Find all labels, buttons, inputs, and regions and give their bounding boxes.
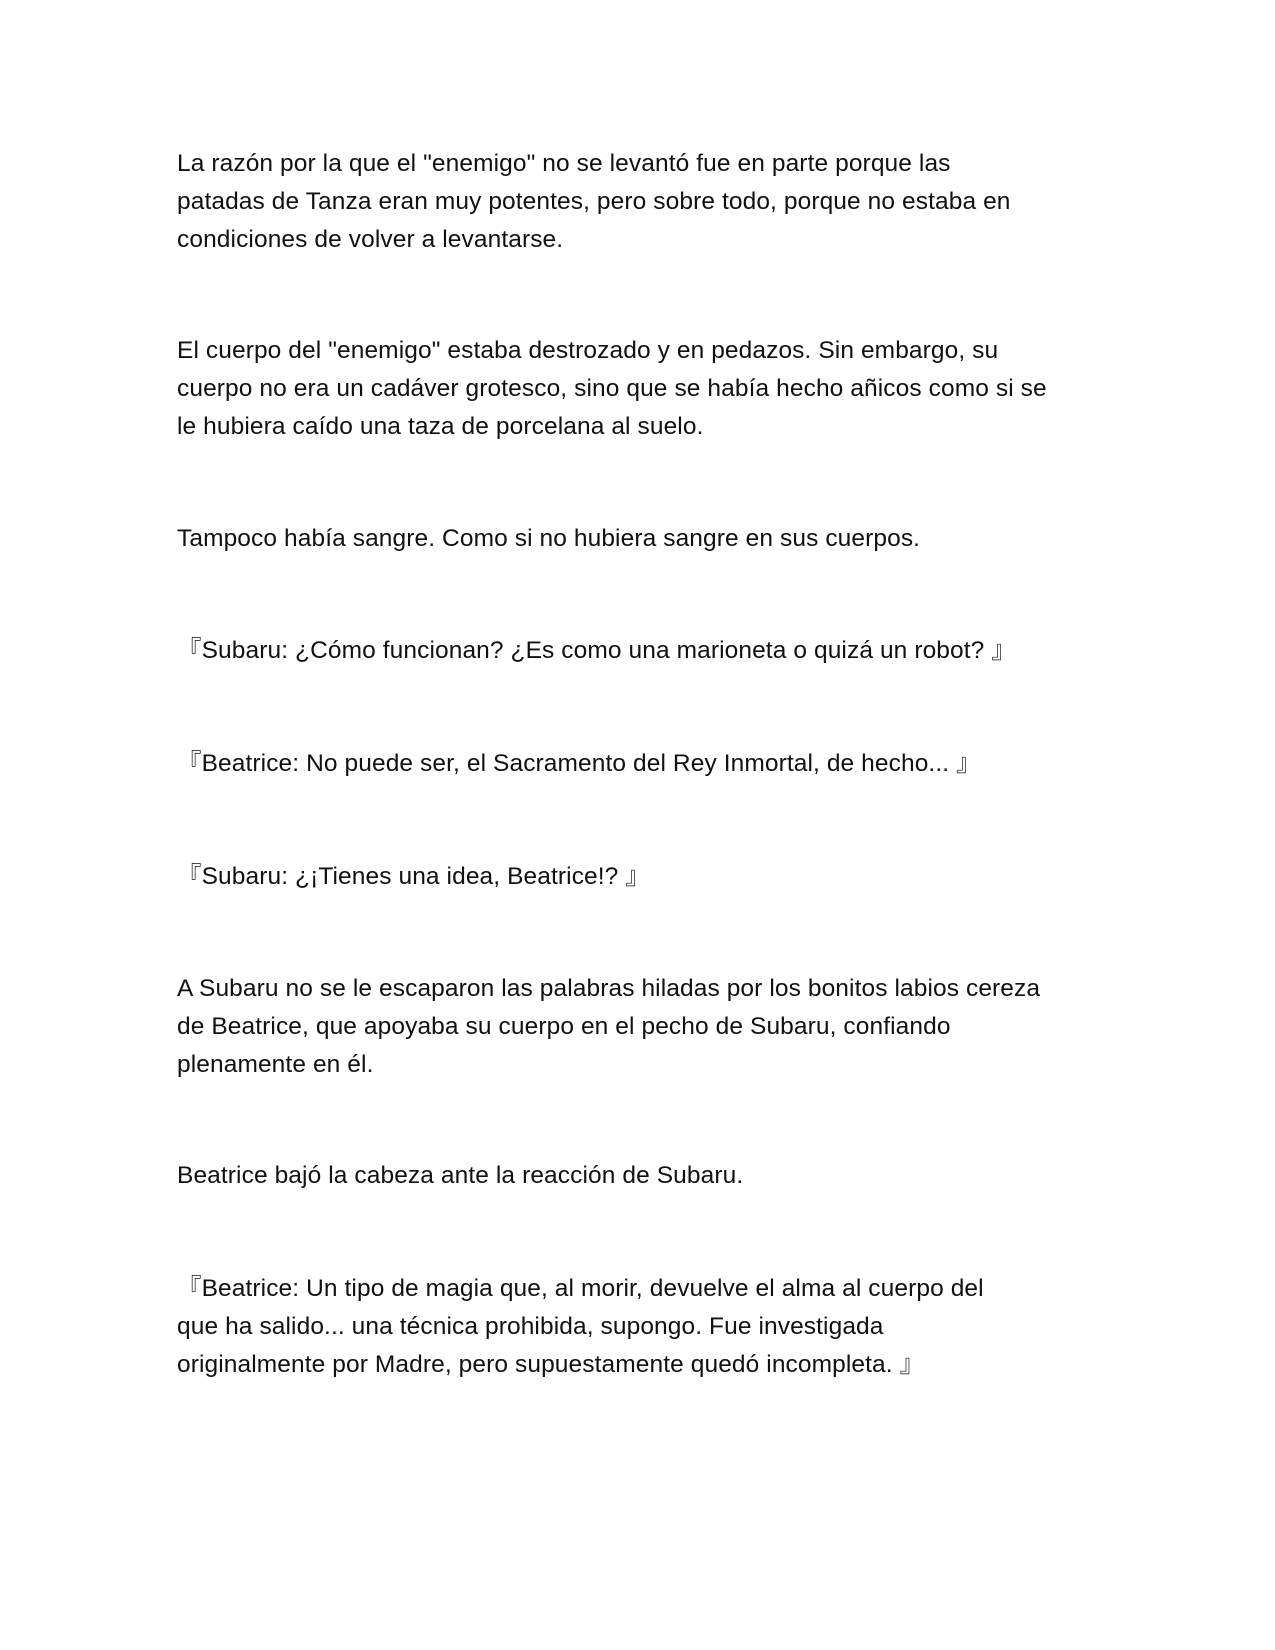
text-line: plenamente en él. — [177, 1051, 374, 1078]
paragraph-enemy-body-shattered — [177, 332, 1107, 446]
text-line: 『Subaru: ¿Cómo funcionan? ¿Es como una marioneta o quizá un robot? 』 — [177, 637, 1016, 664]
text-line: le hubiera caído una taza de porcelana al suelo. — [177, 413, 704, 440]
text-line: Beatrice bajó la cabeza ante la reacción de Subaru. — [177, 1162, 744, 1189]
text-line: de Beatrice, que apoyaba su cuerpo en el pecho de Subaru, confiando — [177, 1013, 951, 1040]
text-line: El cuerpo del "enemigo" estaba destrozado y en pedazos. Sin embargo, su — [177, 337, 999, 364]
text-line: 『Beatrice: No puede ser, el Sacramento del Rey Inmortal, de hecho... 』 — [177, 750, 981, 777]
dialogue-beatrice-sacrament — [177, 745, 1107, 783]
text-line: Tampoco había sangre. Como si no hubiera sangre en sus cuerpos. — [177, 525, 921, 552]
text-line: patadas de Tanza eran muy potentes, pero sobre todo, porque no estaba en — [177, 188, 1011, 215]
text-line: A Subaru no se le escaparon las palabras hiladas por los bonitos labios cereza — [177, 975, 1041, 1002]
text-line: que ha salido... una técnica prohibida, supongo. Fue investigada — [177, 1313, 884, 1340]
paragraph-enemy-did-not-rise — [177, 145, 1107, 259]
text-line: 『Beatrice: Un tipo de magia que, al morir, devuelve el alma al cuerpo del — [177, 1275, 984, 1302]
paragraph-no-blood — [177, 520, 1107, 558]
paragraph-beatrice-words — [177, 970, 1107, 1084]
text-line: 『Subaru: ¿¡Tienes una idea, Beatrice!? 』 — [177, 863, 650, 890]
text-line: condiciones de volver a levantarse. — [177, 226, 564, 253]
paragraph-beatrice-lowered-head — [177, 1157, 1107, 1195]
dialogue-subaru-question — [177, 632, 1107, 670]
text-line: La razón por la que el "enemigo" no se levantó fue en parte porque las — [177, 150, 951, 177]
dialogue-subaru-idea — [177, 858, 1107, 896]
text-line: originalmente por Madre, pero supuestamente quedó incompleta. 』 — [177, 1351, 925, 1378]
text-line: cuerpo no era un cadáver grotesco, sino que se había hecho añicos como si se — [177, 375, 1047, 402]
dialogue-beatrice-magic — [177, 1270, 1107, 1384]
